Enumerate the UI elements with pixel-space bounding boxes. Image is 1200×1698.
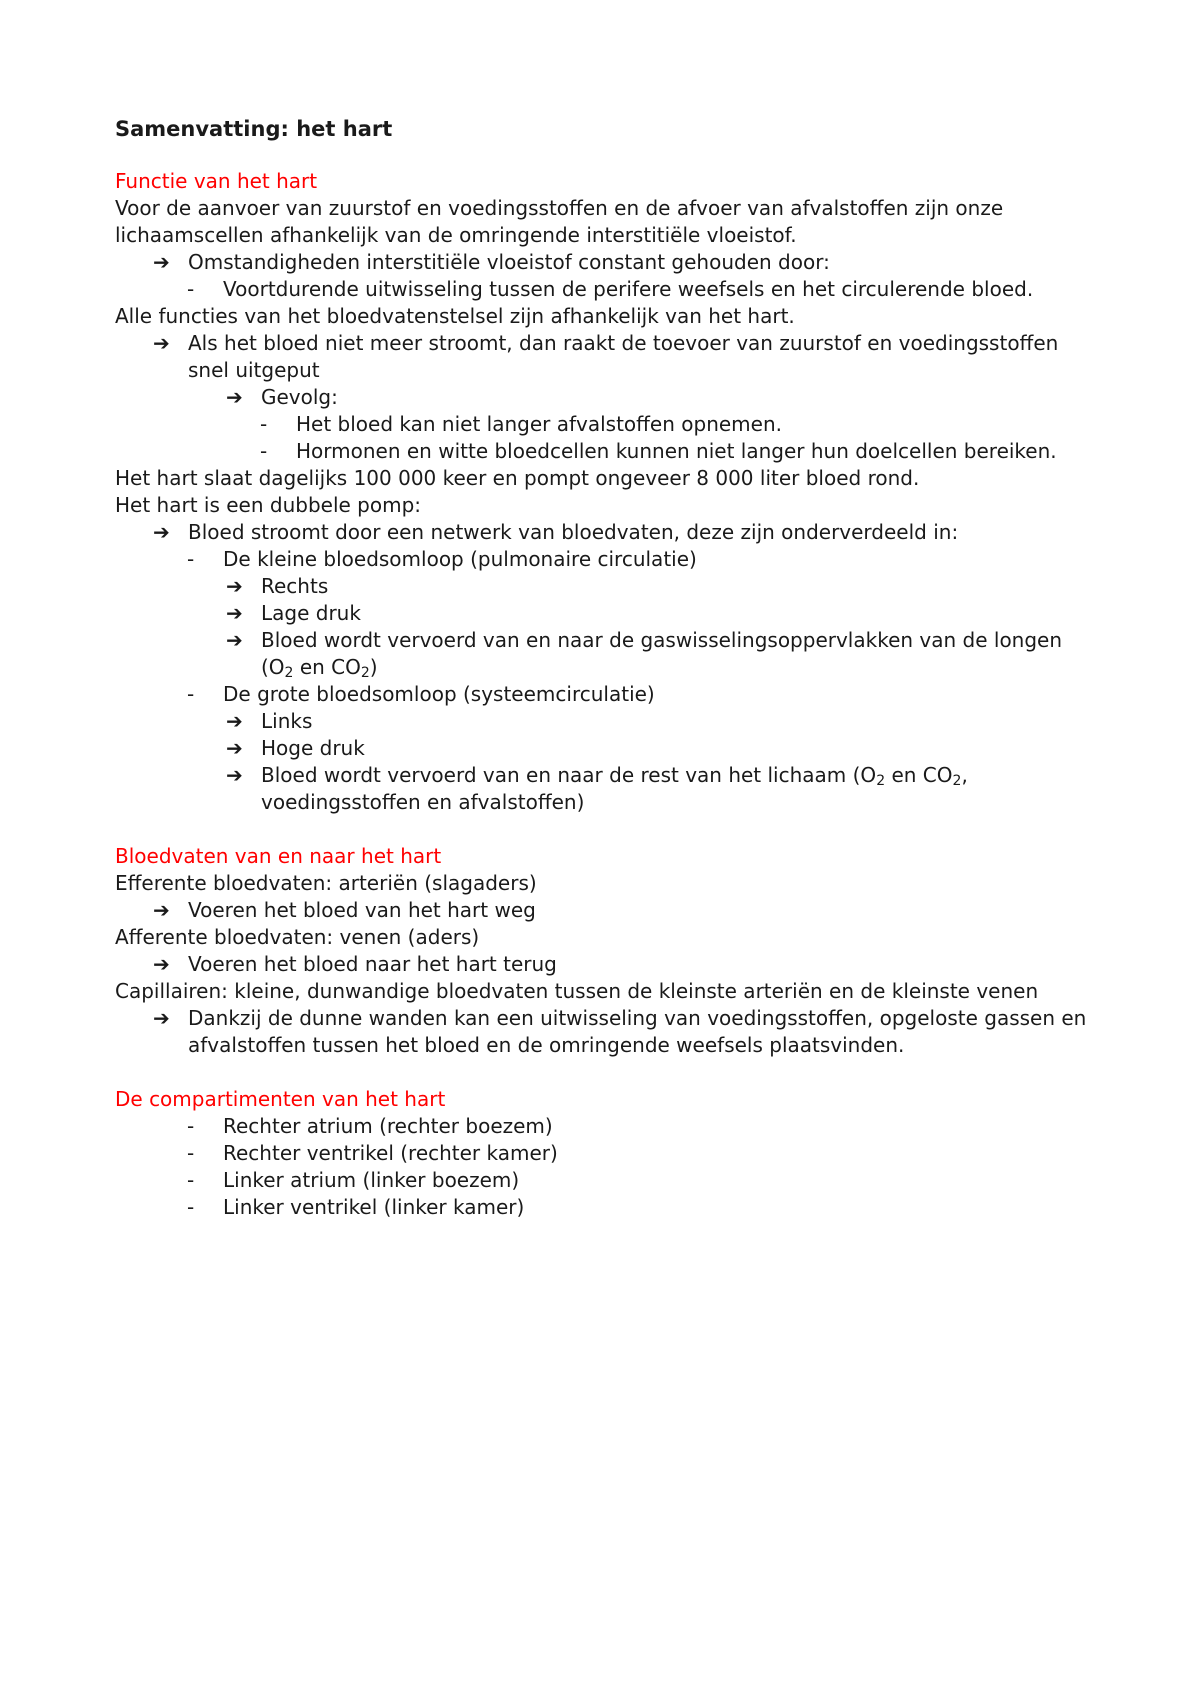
arrow-item [115, 897, 1095, 924]
dash-bullet: - [187, 682, 195, 706]
item-text: Links [261, 709, 313, 733]
arrow-item [115, 384, 1095, 411]
arrow-item [115, 330, 1095, 384]
item-text: Rechts [261, 574, 329, 598]
dash-item [115, 438, 1095, 465]
item-text: De kleine bloedsomloop (pulmonaire circulatie) [223, 547, 697, 571]
section-heading-functie: Functie van het hart [115, 169, 318, 193]
dash-bullet: - [187, 547, 195, 571]
item-text: Voortdurende uitwisseling tussen de perifere weefsels en het circulerende bloed. [223, 277, 1034, 301]
list-item [115, 1167, 1095, 1194]
text-part: en CO [293, 655, 361, 679]
item-text: Het bloed kan niet langer afvalstoffen opnemen. [296, 412, 783, 436]
dash-bullet: - [187, 1114, 195, 1138]
spacer [115, 816, 1095, 843]
list-item [115, 1113, 1095, 1140]
arrow-icon: ➔ [226, 736, 243, 760]
arrow-item [115, 600, 1095, 627]
document-page [115, 114, 1095, 1221]
subscript: 2 [360, 665, 370, 681]
paragraph: Capillairen: kleine, dunwandige bloedvaten tussen de kleinste arteriën en de kleinste venen [115, 979, 1039, 1003]
arrow-icon: ➔ [226, 385, 243, 409]
arrow-item [115, 519, 1095, 546]
item-text: Dankzij de dunne wanden kan een uitwisseling van voedingsstoffen, opgeloste gassen en afvalstoffen tussen het bloed en de omringende weefsels plaatsvinden. [188, 1006, 1087, 1057]
arrow-icon: ➔ [153, 520, 170, 544]
text-part: Bloed wordt vervoerd van en naar de gaswisselingsoppervlakken van de longen (O [261, 628, 1063, 679]
subscript: 2 [284, 665, 294, 681]
arrow-item [115, 708, 1095, 735]
dash-bullet: - [260, 412, 268, 436]
item-text: Rechter ventrikel (rechter kamer) [223, 1141, 558, 1165]
arrow-icon: ➔ [226, 574, 243, 598]
arrow-icon: ➔ [226, 601, 243, 625]
item-text: Gevolg: [261, 385, 338, 409]
item-text: Als het bloed niet meer stroomt, dan raakt de toevoer van zuurstof en voedingsstoffen snel uitgeput [188, 331, 1059, 382]
dash-item [115, 681, 1095, 708]
subscript: 2 [876, 773, 886, 789]
section-heading-compartimenten: De compartimenten van het hart [115, 1087, 446, 1111]
dash-item [115, 546, 1095, 573]
paragraph: Alle functies van het bloedvatenstelsel zijn afhankelijk van het hart. [115, 304, 795, 328]
list-item [115, 1194, 1095, 1221]
arrow-item [115, 1005, 1095, 1059]
item-text: Linker ventrikel (linker kamer) [223, 1195, 525, 1219]
arrow-icon: ➔ [226, 628, 243, 652]
item-text [261, 628, 1062, 679]
item-text: De grote bloedsomloop (systeemcirculatie) [223, 682, 655, 706]
section-heading-bloedvaten: Bloedvaten van en naar het hart [115, 844, 442, 868]
paragraph: Efferente bloedvaten: arteriën (slagaders) [115, 871, 537, 895]
item-text: Lage druk [261, 601, 361, 625]
dash-bullet: - [260, 439, 268, 463]
arrow-item [115, 573, 1095, 600]
arrow-icon: ➔ [226, 763, 243, 787]
list-item [115, 1140, 1095, 1167]
arrow-icon: ➔ [153, 1006, 170, 1030]
text-part: en CO [885, 763, 953, 787]
paragraph: Het hart slaat dagelijks 100 000 keer en pompt ongeveer 8 000 liter bloed rond. [115, 466, 920, 490]
dash-bullet: - [187, 277, 195, 301]
item-text: Voeren het bloed naar het hart terug [188, 952, 557, 976]
item-text: Omstandigheden interstitiële vloeistof constant gehouden door: [188, 250, 830, 274]
item-text: Rechter atrium (rechter boezem) [223, 1114, 553, 1138]
subscript: 2 [952, 773, 962, 789]
item-text: Bloed stroomt door een netwerk van bloedvaten, deze zijn onderverdeeld in: [188, 520, 959, 544]
arrow-icon: ➔ [153, 331, 170, 355]
item-text: Linker atrium (linker boezem) [223, 1168, 520, 1192]
item-text: Hoge druk [261, 736, 365, 760]
arrow-item [115, 627, 1095, 681]
arrow-item [115, 762, 1095, 816]
text-part: , voedingsstoffen en afvalstoffen) [261, 763, 968, 814]
dash-bullet: - [187, 1195, 195, 1219]
dash-bullet: - [187, 1141, 195, 1165]
item-text: Voeren het bloed van het hart weg [188, 898, 536, 922]
paragraph: Voor de aanvoer van zuurstof en voedingsstoffen en de afvoer van afvalstoffen zijn onze lichaamscellen afhankelijk van de omringende interstitiële vloeistof. [115, 196, 1004, 247]
arrow-icon: ➔ [226, 709, 243, 733]
dash-item [115, 411, 1095, 438]
arrow-item [115, 951, 1095, 978]
text-part: Bloed wordt vervoerd van en naar de rest van het lichaam (O [261, 763, 877, 787]
dash-item [115, 276, 1095, 303]
item-text [261, 763, 968, 814]
arrow-item [115, 249, 1095, 276]
paragraph: Afferente bloedvaten: venen (aders) [115, 925, 480, 949]
page-title: Samenvatting: het hart [115, 117, 393, 141]
arrow-icon: ➔ [153, 250, 170, 274]
paragraph: Het hart is een dubbele pomp: [115, 493, 422, 517]
dash-bullet: - [187, 1168, 195, 1192]
arrow-icon: ➔ [153, 952, 170, 976]
text-part: ) [369, 655, 378, 679]
spacer [115, 1059, 1095, 1086]
arrow-item [115, 735, 1095, 762]
arrow-icon: ➔ [153, 898, 170, 922]
item-text: Hormonen en witte bloedcellen kunnen niet langer hun doelcellen bereiken. [296, 439, 1057, 463]
